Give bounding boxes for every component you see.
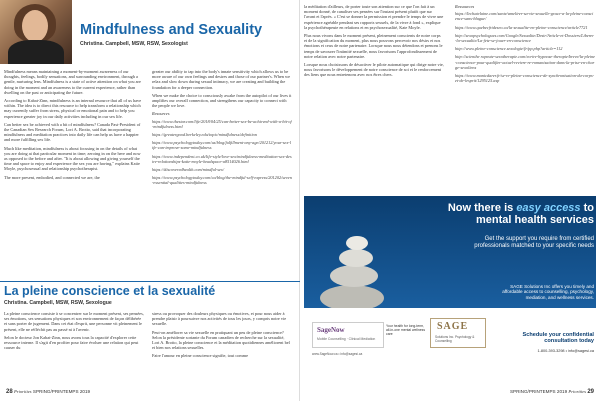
section-divider — [0, 281, 300, 282]
paragraph: Much like meditation, mindfulness is about focusing in on the details of what you are doing at that particular moment in time; zeroing in on the here and now as opposed to the before and after. "It is about allowing and giving yourself the time and space to enjoy and experience the sex you are having," explains Katie Moyle, psychosexual and relationship psychotherapist. — [4, 145, 141, 172]
french-column-1 — [4, 311, 144, 387]
resource-link[interactable]: https://www.psychologytoday.com/us/blog/fulfillment-any-age/201212/your-sex-life-can-improve-some-mindfulness — [152, 140, 291, 151]
paragraph: greater our ability to tap into the body's innate sensitivity which allows us to be more aware of our own feelings and desires and those of our partner's. When we relax and slow down during sexual intimacy, we are creating and building the foundation for a deeper connection. — [152, 69, 291, 90]
resources-heading-en: Resources — [152, 111, 170, 117]
paragraph: The more present, embodied, and connected we are, the — [4, 174, 100, 180]
ad-subheadline: Get the support you require from certified professionals matched to your specific needs — [474, 236, 594, 249]
paragraph: stress ou provoquer des douleurs physiques ou émotives, et pour nous aider à prendre plaisir à poursuivre nos activités de tous les jours, y compris notre vie sexuelle. — [152, 311, 287, 327]
magazine-name: Priorities — [568, 389, 587, 394]
resource-link[interactable]: https://www.thestar.com/life/2018/04/25/can-better-sex-be-achieved-with-a-bit-of-mindfulness.html — [152, 118, 292, 129]
sage-advertisement[interactable] — [304, 196, 596, 386]
resource-link[interactable]: https://www.quebecfrideseo.ca/la-sexualite-en-pleine-conscience/article7721 — [455, 24, 588, 30]
resource-link[interactable]: https://www.manicdarer.fr/se-re-pleine-conscience-de-synchronisation-du-corps-et-de-lesprit/1295125.asp — [455, 73, 595, 84]
resource-link[interactable]: http://scienthe rapeute-sexotherapie.com/ecrire-hypnose-therapie/breve/la-pleine-conscience-pour-qualifier-actuel-revivre-re-romanisation-dans-la-prise-en-charge-sexoliens — [455, 54, 595, 70]
article-title-fr: La pleine conscience et la sexualité — [4, 284, 216, 298]
french-column-2 — [152, 311, 292, 387]
page-number: 28 — [6, 389, 13, 395]
paragraph: Mindfulness means maintaining a moment-by-moment awareness of our thoughts, feelings, bodily sensations, and surrounding environment, through a gentle, nurturing lens. Mindfulness is a state of active attention on what you are doing in the moment and an awareness to the current experience, rather than dwelling on the past or anticipating the future. — [4, 69, 141, 95]
english-column-2 — [152, 69, 292, 281]
resource-link[interactable]: https://www.independent.co.uk/life-style/love-sex/mindfulness-meditation-sex-desire-relationships-katie-moyle-headspace-a8514026.html — [152, 153, 292, 164]
resources-heading-fr: Ressources — [455, 4, 475, 9]
paragraph: Lorsque nous choisissons de désactiver le pilote automatique qui dirige notre vie, nous favorisons le développement de notre conscience de soi et le renforcement des liens que nous entretenons avec nos êtres chers. — [304, 62, 444, 78]
footer-right — [510, 389, 594, 395]
english-column-1 — [4, 69, 144, 281]
paragraph: Selon le docteur Jon Kabat-Zinn, nous avons tous la capacité d'explorer cette ressource interne. Il s'agit d'en profiter pour faire évoluer une relation qui peut causer du — [4, 334, 139, 351]
paragraph: la méditation d'ailleurs, de porter toute son attention sur ce que l'on fait à un moment donné, de canaliser ses pensées sur l'instant présent plutôt que sur l'avant et l'après. « C'est se donner la permission et prendre le temps de vivre une expérience agréable pendant ses rapports sexuels, de la vivre à fond », explique la psychothérapeute en relations et en psychosexualité, Kate Moyle. — [304, 4, 444, 30]
resource-link[interactable]: https://discoveredhealth.com/mindful-sex/ — [152, 167, 225, 173]
magazine-name: Priorities — [13, 389, 32, 394]
paragraph: Faire l'amour en pleine conscience signifie, tout comme — [152, 353, 248, 359]
resource-link[interactable]: https://www.psychologytoday.com/ca/blog/the-mindful-self-express/201202/seven-essential-qualities-mindfulness — [152, 175, 292, 186]
footer-left — [6, 389, 90, 395]
paragraph: La pleine conscience consiste à se concentrer sur le moment présent, ses pensées, ses émotions, ses sensations physiques et son environnement de façon délibérée et sans porter de jugement. Dans cet état d'esprit, une personne vit pleinement le présent, elle ne réfléchit pas au passé ni à l'avenir. — [4, 311, 144, 332]
author-byline-fr: Christina. Campbell, MSW, RSW, Sexologue — [4, 300, 112, 306]
ad-call-to-action: Schedule your confidential consultation today — [522, 332, 594, 345]
ad-contact[interactable]: 1-800-393-3298 • info@sagesi.ca — [537, 349, 594, 353]
sagenow-tagline: Your health for long-term, all-in-one mental wellness care — [386, 324, 426, 336]
sage-solutions-logo: SAGE Solutions Inc. Psychology & Counselling — [430, 318, 486, 348]
resource-link[interactable]: http://www.pleine-conscience.sexologie/fr/pp.php?article=112 — [455, 46, 563, 52]
issue-label: SPRING/PRINTEMPS 2019 — [32, 389, 91, 394]
french-resources-column — [455, 4, 595, 194]
sagenow-logo: SageNow Mobile Counselling · Clinical Mediation — [312, 322, 384, 348]
paragraph: When we make the choice to consciously awake from the autopilot of our lives it amplifies our overall connection, and strengthens our capacity to connect with the people we love. — [152, 92, 292, 109]
resource-link[interactable]: http://sexopsychologues.com/Google/Sexualite/Desir/Article-et-Dossiers/Liberer-la-sexualite/La-fete-se-jouer-en-conscience — [455, 32, 594, 44]
paragraph: Can better sex be achieved with a bit of mindfulness? Canada Past-President of the Canadian Sex Research Forum, Lori A. Brotto, said that incorporating mindfulness and meditation practices into daily life can help us have a happier and more fulfilling sex life. — [4, 121, 141, 143]
paragraph: According to Kabat-Zinn, mindfulness is an internal resource that all of us have within. The idea is to direct this resource to help transform a relationship which may currently suffer from stress, physical or emotional pain and to help you experience greater joy in our daily activities including in our sex life. — [4, 98, 142, 119]
article-title-en: Mindfulness and Sexuality — [80, 22, 263, 38]
resource-link[interactable]: https://greatergood.berkeley.edu/topic/mindfulness/definition — [152, 132, 257, 138]
author-byline-en: Christina. Campbell, MSW, RSW, Sexologist — [80, 41, 188, 47]
issue-label: SPRING/PRINTEMPS 2019 — [509, 389, 568, 394]
resource-link[interactable]: https://lechatelaine.com/sante/amelirer-sa-vie-sexuelle-grace-a-la-pleine-conscience-sans-blague/ — [455, 11, 594, 22]
author-photo — [0, 0, 72, 64]
ad-body: SAGE Solutions Inc offers you timely and affordable access to counselling, psychology, mediation, and wellness services. — [502, 284, 594, 300]
ad-website[interactable]: www.SageNow.ca • info@sagesi.ca — [312, 352, 363, 356]
ad-headline: Now there is easy access to mental health services — [447, 202, 594, 226]
page-number: 29 — [587, 389, 594, 395]
french-column-3 — [304, 4, 444, 194]
paragraph: Plus nous vivons dans le moment présent, pleinement conscients de notre corps et de la signification du moment, plus nous pouvons percevoir nos désirs et nos émotions et ceux de notre partenaire. Lorsque nous nous détendons et prenons le temps de savourer l'intimité sexuelle, nous favorisons l'approfondissement de notre relation avec notre partenaire. — [304, 33, 443, 59]
paragraph: Peut-on améliorer sa vie sexuelle en pratiquant un peu de pleine conscience? Selon la présidente sortante du Forum canadien de recherche sur la sexualité, Lori A. Brotto, la pleine conscience et la méditation quotidiennes améliorent bel et bien nos relations sexuelles. — [152, 329, 290, 351]
